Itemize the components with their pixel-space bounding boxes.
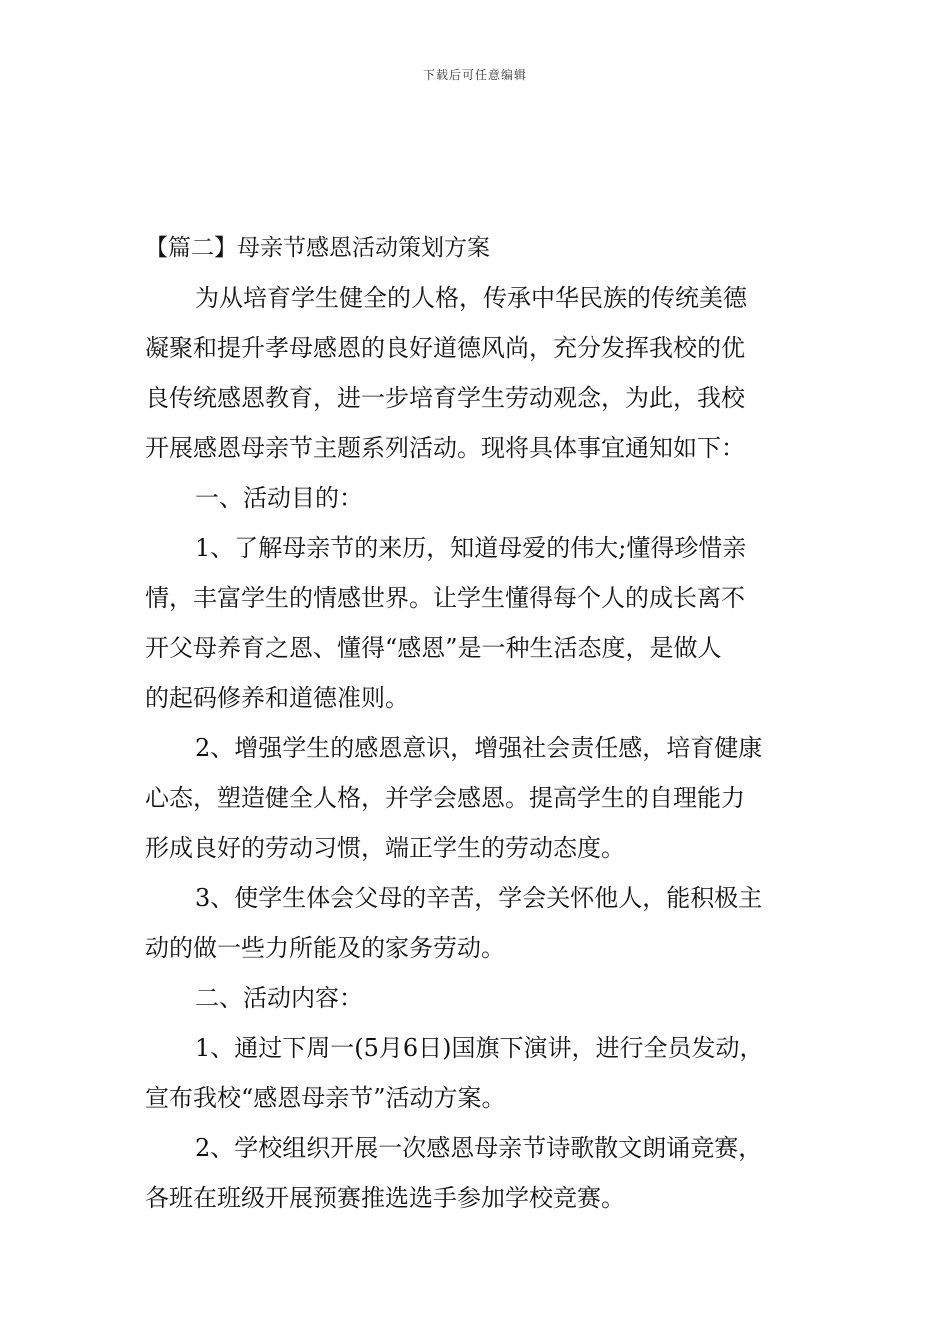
paragraph-line: 良传统感恩教育，进一步培育学生劳动观念，为此，我校: [145, 384, 745, 412]
section-heading: 二、活动内容：: [195, 984, 363, 1012]
paragraph-line: 3、使学生体会父母的辛苦，学会关怀他人，能积极主: [195, 884, 763, 912]
paragraph-line: 凝聚和提升孝母感恩的良好道德风尚，充分发挥我校的优: [145, 334, 745, 362]
section-heading: 一、活动目的：: [195, 484, 363, 512]
paragraph-line: 各班在班级开展预赛推选选手参加学校竞赛。: [145, 1184, 625, 1212]
paragraph-line: 心态，塑造健全人格，并学会感恩。提高学生的自理能力: [145, 784, 745, 812]
paragraph-line: 为从培育学生健全的人格，传承中华民族的传统美德: [195, 284, 747, 312]
paragraph-line: 1、了解母亲节的来历，知道母爱的伟大;懂得珍惜亲: [195, 534, 747, 562]
paragraph-line: 开展感恩母亲节主题系列活动。现将具体事宜通知如下：: [145, 434, 745, 462]
paragraph-line: 宣布我校“感恩母亲节”活动方案。: [145, 1084, 506, 1112]
paragraph-line: 2、增强学生的感恩意识，增强社会责任感，培育健康: [195, 734, 763, 762]
paragraph-line: 动的做一些力所能及的家务劳动。: [145, 934, 505, 962]
paragraph-line: 情，丰富学生的情感世界。让学生懂得每个人的成长离不: [145, 584, 745, 612]
paragraph-line: 1、通过下周一(5月6日)国旗下演讲，进行全员发动，: [195, 1034, 764, 1062]
paragraph-line: 的起码修养和道德准则。: [145, 684, 409, 712]
document-title: 【篇二】母亲节感恩活动策划方案: [145, 235, 490, 261]
paragraph-line: 形成良好的劳动习惯，端正学生的劳动态度。: [145, 834, 625, 862]
paragraph-line: 开父母养育之恩、懂得“感恩”是一种生活态度，是做人: [145, 634, 722, 662]
page-header-note: 下载后可任意编辑: [422, 68, 527, 82]
paragraph-line: 2、学校组织开展一次感恩母亲节诗歌散文朗诵竞赛，: [195, 1134, 763, 1162]
